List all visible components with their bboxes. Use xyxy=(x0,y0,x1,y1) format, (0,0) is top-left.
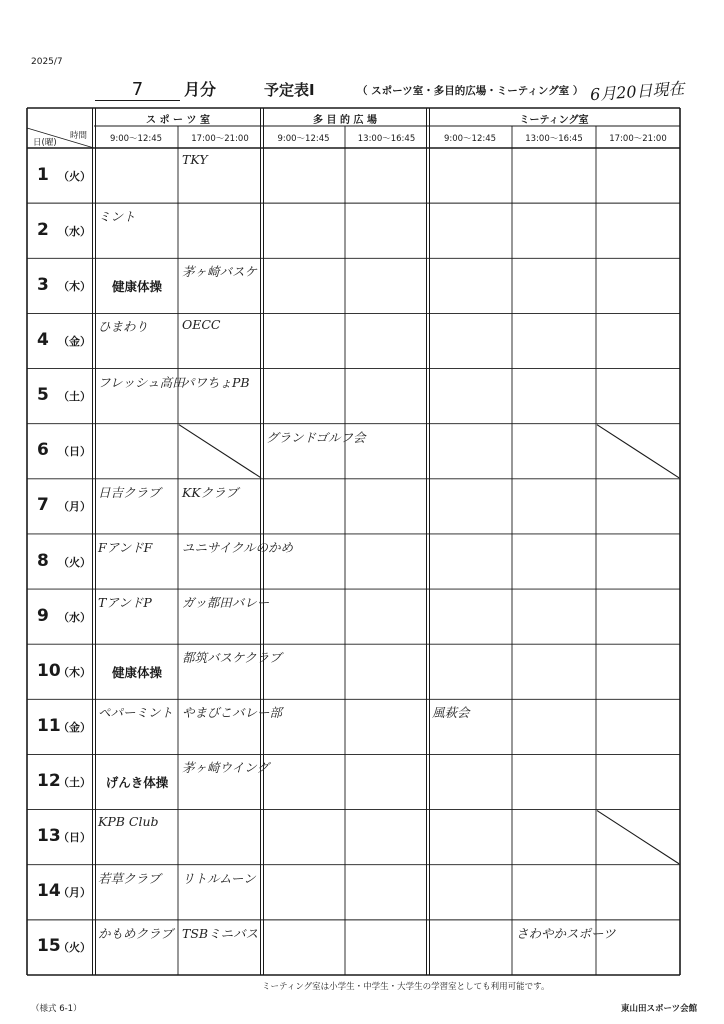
day-number: 1 xyxy=(37,164,49,185)
facility-header: ミーティング室 xyxy=(519,115,589,126)
day-weekday: （月） xyxy=(58,886,91,900)
booking-entry-handwritten: KPB Club xyxy=(98,813,159,829)
day-number: 3 xyxy=(37,274,49,295)
booking-entry-handwritten: ユニサイクルのかめ xyxy=(182,539,294,555)
booking-entry-handwritten: やまびこバレー部 xyxy=(182,705,283,721)
booking-entry-handwritten: パワちょPB xyxy=(182,374,250,390)
day-number: 14 xyxy=(37,881,61,902)
time-slot-header: 9:00～12:45 xyxy=(443,134,497,144)
day-weekday: （火） xyxy=(58,555,91,569)
day-weekday: （金） xyxy=(58,720,91,734)
time-slot-header: 9:00～12:45 xyxy=(109,134,163,144)
day-number: 11 xyxy=(37,715,61,736)
booking-entry-handwritten: TKY xyxy=(182,152,208,167)
booking-entry-handwritten: リトルムーン xyxy=(182,870,256,886)
day-number: 10 xyxy=(37,660,61,681)
booking-entry-handwritten: OECC xyxy=(182,317,221,333)
day-weekday: （火） xyxy=(58,169,91,183)
booking-entry-handwritten: ひまわり xyxy=(98,319,149,335)
day-weekday: （木） xyxy=(58,665,91,679)
schedule-title: 予定表Ⅰ xyxy=(264,81,315,99)
corner-time-label: 時間 xyxy=(70,131,88,141)
booking-entry-handwritten: TアンドP xyxy=(98,595,152,611)
day-number: 2 xyxy=(37,219,49,240)
day-weekday: （木） xyxy=(58,279,91,293)
unavailable-slash xyxy=(597,811,679,864)
booking-entry-handwritten: グランドゴルフ会 xyxy=(266,429,366,445)
booking-entry-handwritten: 茅ヶ崎ウイング xyxy=(182,760,269,776)
booking-entry-handwritten: 日吉クラブ xyxy=(98,484,161,500)
day-weekday: （土） xyxy=(58,776,91,790)
time-slot-header: 9:00～12:45 xyxy=(277,134,330,144)
day-weekday: （水） xyxy=(58,610,91,624)
month-number: 7 xyxy=(95,80,180,101)
booking-entry-printed: 健康体操 xyxy=(111,664,162,680)
unavailable-slash xyxy=(597,425,679,478)
day-number: 8 xyxy=(37,550,49,571)
day-number: 13 xyxy=(37,826,61,847)
day-weekday: （土） xyxy=(58,390,91,404)
day-weekday: （日） xyxy=(58,831,91,845)
booking-entry-handwritten: かもめクラブ xyxy=(98,925,174,941)
booking-entry-handwritten: 茅ヶ崎バスケ xyxy=(182,264,258,280)
corner-day-label: 日(曜) xyxy=(33,138,57,148)
day-weekday: （火） xyxy=(58,941,91,955)
booking-entry-handwritten: フレッシュ高田 xyxy=(98,374,185,390)
day-number: 9 xyxy=(37,605,49,626)
day-weekday: （金） xyxy=(58,334,91,348)
booking-entry-printed: げんき体操 xyxy=(105,775,169,791)
day-weekday: （日） xyxy=(58,445,91,459)
time-slot-header: 17:00～21:00 xyxy=(191,134,249,144)
organization-name: 東山田スポーツ会館 xyxy=(621,1004,698,1014)
facility-header: 多 目 的 広 場 xyxy=(313,115,377,126)
day-number: 12 xyxy=(37,771,61,792)
booking-entry-handwritten: さわやかスポーツ xyxy=(516,925,616,941)
handwritten-as-of-date: 6月20日現在 xyxy=(589,78,686,105)
document-date: 2025/7 xyxy=(31,57,63,67)
booking-entry-printed: 健康体操 xyxy=(111,278,162,294)
booking-entry-handwritten: ミント xyxy=(98,209,136,225)
form-number: （様式 6-1） xyxy=(31,1004,82,1014)
booking-entry-handwritten: 都筑バスケクラブ xyxy=(182,650,282,666)
day-number: 5 xyxy=(37,385,49,406)
booking-entry-handwritten: ペパーミント xyxy=(98,705,174,721)
schedule-subtitle: （ スポーツ室・多目的広場・ミーティング室 ） xyxy=(357,85,584,97)
day-number: 4 xyxy=(37,329,49,350)
day-number: 6 xyxy=(37,440,49,461)
unavailable-slash xyxy=(179,425,261,478)
booking-entry-handwritten: FアンドF xyxy=(98,539,153,555)
day-number: 15 xyxy=(37,936,61,957)
month-unit-label: 月分 xyxy=(184,80,217,99)
footer-note: ミーティング室は小学生・中学生・大学生の学習室としても利用可能です。 xyxy=(262,982,550,992)
booking-entry-handwritten: KKクラブ xyxy=(182,484,239,500)
facility-header: ス ポ ー ツ 室 xyxy=(146,115,210,126)
day-weekday: （月） xyxy=(58,500,91,514)
time-slot-header: 17:00～21:00 xyxy=(609,134,667,144)
day-number: 7 xyxy=(37,495,49,516)
day-weekday: （水） xyxy=(58,224,91,238)
booking-entry-handwritten: ガッ都田バレー xyxy=(182,595,270,611)
time-slot-header: 13:00～16:45 xyxy=(357,134,416,144)
booking-entry-handwritten: 風萩会 xyxy=(432,705,470,721)
booking-entry-handwritten: TSBミニバス xyxy=(182,925,259,941)
booking-entry-handwritten: 若草クラブ xyxy=(98,870,161,886)
time-slot-header: 13:00～16:45 xyxy=(525,134,583,144)
